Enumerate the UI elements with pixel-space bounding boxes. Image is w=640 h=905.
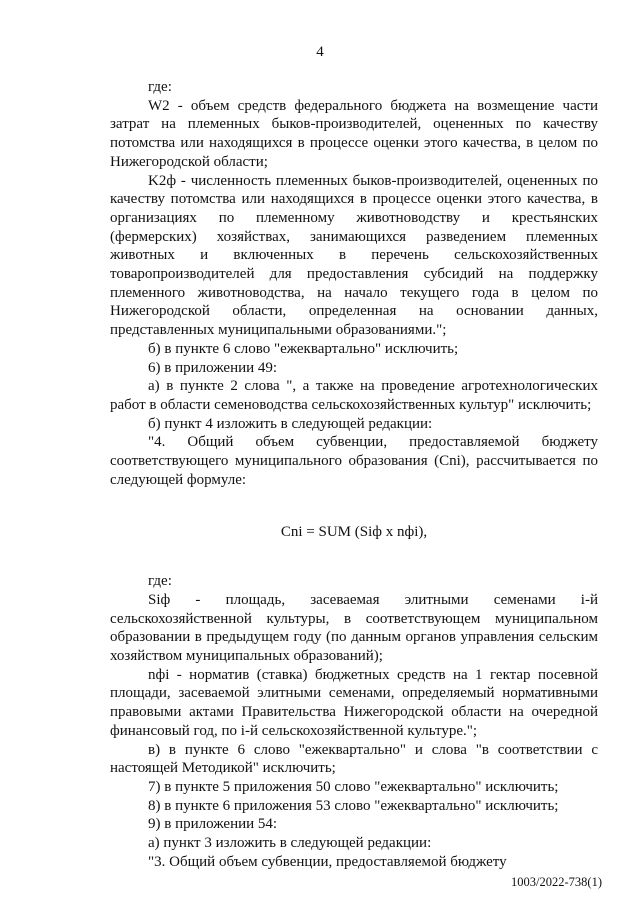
paragraph: "4. Общий объем субвенции, предоставляемой бюджету соответствующего муниципального образования (Cni), рассчитывается по следующей формуле:: [110, 434, 598, 488]
page-number: 4: [316, 44, 324, 60]
paragraph: б) пункт 4 изложить в следующей редакции:: [148, 415, 433, 432]
paragraph: W2 - объем средств федерального бюджета на возмещение части затрат на племенных быков-производителей, оцененных по качеству потомства или находящихся в процессе оценки этого качества, в целом по Нижегородской области;: [110, 97, 598, 170]
paragraph: 7) в пункте 5 приложения 50 слово "ежеквартально" исключить;: [148, 778, 559, 795]
paragraph: а) в пункте 2 слова ", а также на проведение агротехнологических работ в области семеноводства сельскохозяйственных культур" исключить;: [110, 378, 598, 413]
formula: Cni = SUM (Siф x nфi),: [280, 524, 428, 541]
paragraph: 6) в приложении 49:: [148, 359, 278, 376]
paragraph: где:: [148, 573, 172, 590]
paragraph: nфi - норматив (ставка) бюджетных средств на 1 гектар посевной площади, засеваемой элитными семенами, определяемый нормативными правовыми актами Правительства Нижегородской области на очередной финансовый год, по i-й сельскохозяйственной культуре.";: [110, 666, 598, 739]
paragraph: Siф - площадь, засеваемая элитными семенами i-й сельскохозяйственной культуры, в соответствующем муниципальном образовании в предыдущем году (по данным органов управления сельским хозяйством муниципальных образований);: [110, 591, 598, 664]
paragraph: "3. Общий объем субвенции, предоставляемой бюджету: [148, 853, 507, 870]
paragraph: а) пункт 3 изложить в следующей редакции:: [148, 835, 432, 852]
paragraph: 8) в пункте 6 приложения 53 слово "ежеквартально" исключить;: [148, 797, 559, 814]
paragraph: б) в пункте 6 слово "ежеквартально" исключить;: [148, 340, 459, 357]
document-body: [110, 78, 598, 871]
paragraph: в) в пункте 6 слово "ежеквартально" и слова "в соответствии с настоящей Методикой" исключить;: [110, 741, 598, 777]
document-code: 1003/2022-738(1): [511, 875, 602, 889]
paragraph: K2ф - численность племенных быков-производителей, оцененных по качеству потомства или находящихся в процессе оценки этого качества, в организациях по племенному животноводству и крестьянских (фермерских) хозяйствах, занимающихся разведением племенных животных и включенных в перечень сельскохозяйственных товаропроизводителей для предоставления субсидий на поддержку племенного животноводства, на начало текущего года в целом по Нижегородской области, определенная на основании данных, представленных муниципальными образованиями.";: [110, 172, 598, 339]
paragraph: 9) в приложении 54:: [148, 816, 278, 833]
paragraph: где:: [148, 79, 172, 95]
